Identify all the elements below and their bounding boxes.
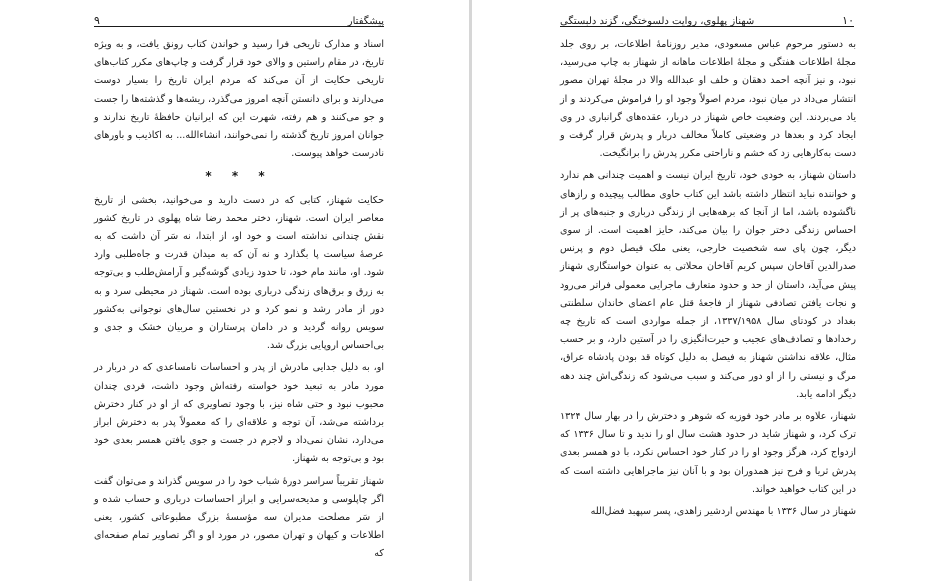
paragraph: حکایت شهناز، کتابی که در دست دارید و می‌خوانید، بخشی از تاریخ معاصر ایران است. شهناز، دختر محمد رضا شاه پهلوی در تاریخ کشور نقش چندانی نداشته است و خود او، از ابتدا، نه سَر آن داشت که به عرصهٔ سیاست پا بگذارد و نه آن که به میدان قدرت و جاه‌طلبی وارد شود. او، مانند مام خود، تا حدود زیادی گوشه‌گیر و آرامش‌طلب و بی‌توجه به زرق و برق‌های زندگی درباری بوده است. شهناز در محیطی سرد و به دور از مادر رشد و نمو کرد و در نخستین سال‌های نوجوانی به‌کشور سویس روانه گردید و در دامان پرستاران و مربیان خشک و جدی و بی‌احساس اروپایی بزرگ شد. — [94, 194, 384, 352]
page-number: ۱۰ — [842, 14, 854, 27]
paragraph: شهناز، علاوه بر مادر خود فوزیه که شوهر و دخترش را در بهار سال ۱۳۲۴ ترک کرد، و شهناز شاید در حدود هشت سال او را ندید و تا سال ۱۳۳۶ که ازدواج کرد، هرگز وجود او را در کنار خود احساس نکرد، با دو همسر بعدی پدرش ثریا و فرح نیز همدوران بود و با آنان نیز ماجراهایی داشته است که در این کتاب خواهید خواند. — [560, 411, 856, 495]
running-head: شهناز پهلوی، روایت دلسوختگی، گزند دلبستگی — [560, 16, 755, 27]
right-page — [472, 0, 941, 581]
page-header — [94, 9, 384, 27]
paragraph: به دستور مرحوم عباس مسعودی، مدیر روزنامهٔ اطلاعات، بر روی جلد مجلهٔ اطلاعات هفتگی و مجلهٔ اطلاعات ماهانه از شهناز به چاپ می‌رسید، نبود، و نیز آنچه احمد دهقان و خلف او عبدالله والا در مجلهٔ تهران مصور انتشار می‌داد در میان نبود، مردم اصولاً وجود او را فراموش می‌کردند و از یاد می‌بردند. این وضعیت خاص شهناز در دربار، عقده‌های گرانباری در وی ایجاد کرد و بعدها در وضعیتی کاملاً مخالف دربار و پدرش قرار گرفت و دست به‌کارهایی زد که خشم و ناراحتی مکرر پدرش را برانگیخت. — [560, 39, 856, 160]
paragraph: شهناز تقریباً سراسر دورهٔ شباب خود را در سویس گذراند و می‌توان گفت اگر چاپلوسی و مدیحه‌سرایی و ابراز احساسات درباری و حساب شده و از سَر مصلحت مدیران سه مؤسسهٔ بزرگ مطبوعاتی کشور، یعنی اطلاعات و کیهان و تهران مصور، در مورد او و اگر تصاویر تمام صفحه‌ای که — [94, 475, 384, 560]
running-head: پیشگفتار — [347, 16, 384, 27]
left-page — [0, 0, 469, 581]
paragraph: شهناز در سال ۱۳۳۶ با مهندس اردشیر زاهدی، پسر سپهبد فضل‌الله — [590, 506, 856, 518]
page-number: ۹ — [94, 14, 100, 27]
page-body — [560, 36, 856, 525]
paragraph: داستان شهناز، به خودی خود، تاریخ ایران نیست و اهمیت چندانی هم ندارد و خواننده نباید انتظار داشته باشد این کتاب حاوی مطالب پیچیده و رازهای ناگشوده باشد، اما از آنجا که برهه‌هایی از زندگی درباری و جنبه‌های پر از احساس زندگی دختر جوان را بیان می‌کند، حایز اهمیت است. از سوی دیگر، چون پای سه شخصیت خارجی، یعنی ملک فیصل دوم و پرنس صدرالدین آقاخان سپس کریم آقاخان محلاتی به عنوان خواستگاری شهناز پیش می‌آید، داستان از حد و حدود متعارف ماجرایی معمولی فراتر می‌رود و نجات یافتن تصادفی شهناز از فاجعهٔ قتل عام اعضای خاندان سلطنتی بغداد در کودتای سال ۱۳۳۷/۱۹۵۸، از جمله مواردی است که تاریخ چه رخدادها و تصادف‌های عجیب و حیرت‌انگیزی را در آستین دارد، و بر حسب مثال، علاقه نداشتن شهناز به فیصل به دلیل کوتاه قد بودن پادشاه عراق، مرگ و نیستی را از او دور می‌کند و سبب می‌شود که زندگی‌اش چند دهه دیگر ادامه یابد. — [560, 170, 856, 400]
header-rule — [94, 26, 384, 27]
page-body — [94, 36, 384, 568]
section-separator: * * * — [205, 169, 273, 184]
paragraph: اسناد و مدارک تاریخی فرا رسید و خواندن کتاب رونق یافت، و به ویژه تاریخ، در مقام راستین و والای خود قرار گرفت و چاپ‌های مکرر کتاب‌های تاریخی حکایت از آن می‌کند که مردم ایران تاریخ را بسیار دوست می‌دارند و برای دانستن آنچه امروز می‌گذرد، ریشه‌ها و گذشته‌ها را جست و جو می‌کنند و هم رفته، شهرت این که ایرانیان حافظهٔ تاریخ ندارند و جوانان امروز تاریخ گذشته را نمی‌خوانند، انشاءالله... به اکاذیب و باورهای نادرست خواهد پیوست. — [94, 39, 384, 160]
paragraph: او، به دلیل جدایی مادرش از پدر و احساسات نامساعدی که در دربار در مورد مادر به تبعید خود خواسته رفته‌اش وجود داشت، فردی چندان محبوب نبود و حتی شاه نیز، با وجود تصاویری که از او در کنار دخترش برداشته می‌شد، آن توجه و علاقه‌ای را که معمولاً پدر به دخترش ابراز می‌دارد، نشان نمی‌داد و لاجرم در جست و جوی یافتن همسر بعدی خود بود و بی‌توجه به شهناز. — [94, 362, 384, 465]
page-header — [560, 9, 854, 27]
header-rule — [560, 26, 854, 27]
